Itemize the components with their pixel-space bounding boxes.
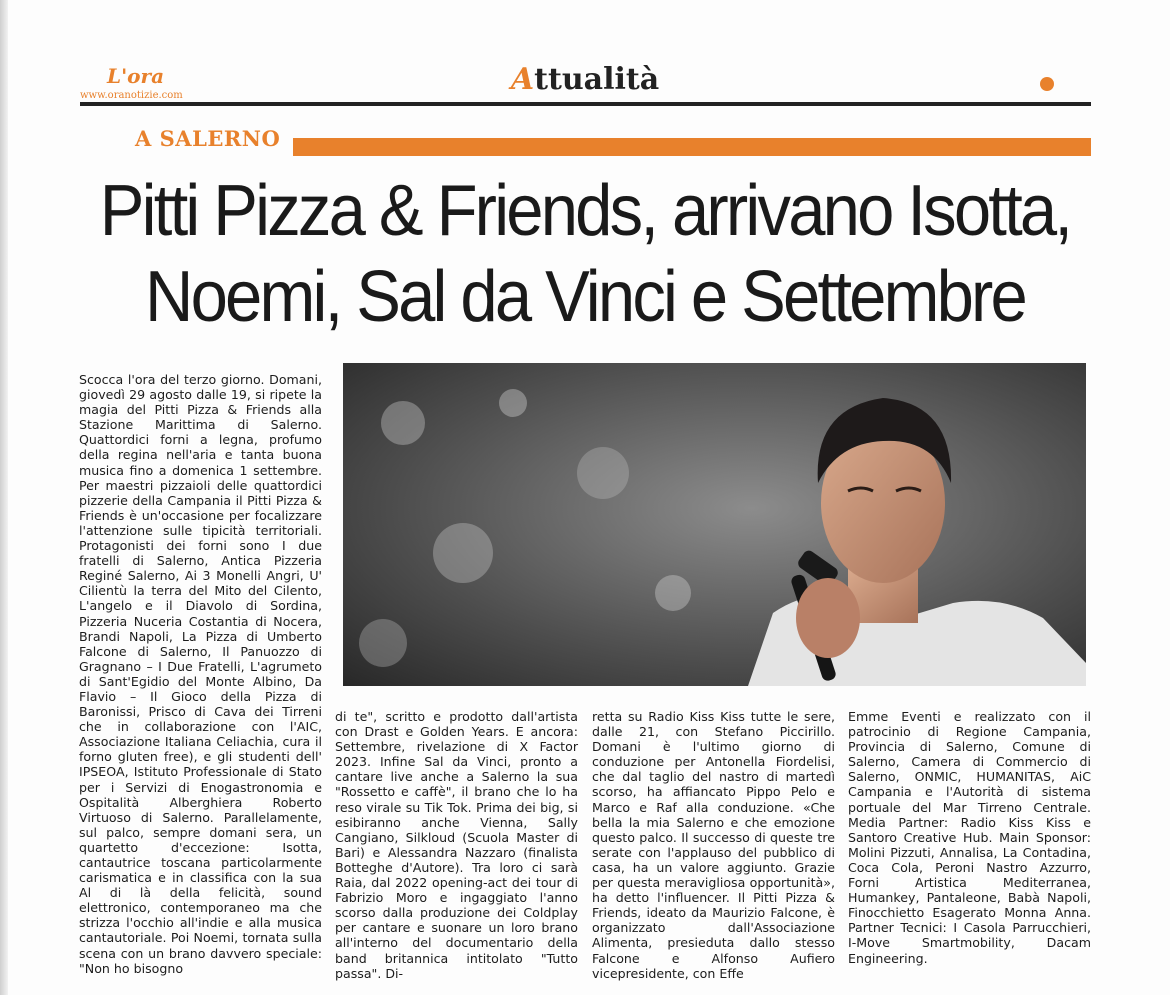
singer-photo-illustration — [343, 363, 1086, 686]
singer-photo — [343, 363, 1086, 686]
section-dot — [1040, 77, 1054, 91]
kicker-bar — [293, 138, 1091, 156]
article-column-3: retta su Radio Kiss Kiss tutte le sere, dalle 21, con Stefano Piccirillo. Domani è l'ultimo giorno di conduzione per Antonella Fiordelisi, che dal taglio del nastro di martedì scorso, ha affiancato Pippo Pelo e Marco e Raf alla conduzione. «Che bella la mia Salerno e che emozione questo palco. Il successo di queste tre serate con l'applauso del pubblico di casa, ha un valore aggiunto. Grazie per questa meravigliosa opportunità», ha detto l'influencer. Il Pitti Pizza & Friends, ideato da Maurizio Falcone, è organizzato dall'Associazione Alimenta, presieduta dallo stesso Falcone e Alfonso Aufiero vicepresidente, con Effe — [592, 709, 835, 981]
article-column-1: Scocca l'ora del terzo giorno. Domani, giovedì 29 agosto dalle 19, si ripete la magia del Pitti Pizza & Friends alla Stazione Marittima di Salerno. Quattordici forni a legna, profumo della regina nell'aria e tanta buona musica fino a domenica 1 settembre. Per maestri pizzaioli delle quattordici pizzerie della Campania il Pitti Pizza & Friends è un'occasione per focalizzare l'attenzione sulle tipicità territoriali. Protagonisti dei forni sono I due fratelli di Salerno, Antica Pizzeria Reginé Salerno, Ai 3 Monelli Angri, U' Cilientù la terra del Mito del Cilento, L'angelo e il Diavolo di Sordina, Pizzeria Nuceria Costantia di Nocera, Brandi Napoli, La Pizza di Umberto Falcone di Salerno, Il Panuozzo di Gragnano – I Due Fratelli, L'agrumeto di Sant'Egidio del Monte Albino, Da Flavio – Il Gioco della Pizza di Baronissi, Prisco di Cava dei Tirreni che in collaborazione con l'AIC, Associazione Italiana Celiachia, cura il forno gluten free), e gli studenti dell' IPSEOA, Istituto Professionale di Stato per i Servizi di Enogastronomia e Ospitalità Alberghiera Roberto Virtuoso di Salerno. Parallelamente, sul palco, sempre domani sera, un quartetto d'eccezione: Isotta, cantautrice toscana particolarmente carismatica e in classifica con la sua Al di là della felicità, sound elettronico, contemporaneo ma che strizza l'occhio all'indie e alla musica cantautoriale. Poi Noemi, tornata sulla scena con un brano davvero speciale: "Non ho bisogno — [79, 372, 322, 976]
article-column-4: Emme Eventi e realizzato con il patrocinio di Regione Campania, Provincia di Salerno, Comune di Salerno, Camera di Commercio di Salerno, ONMIC, HUMANITAS, AiC Campania e l'Autorità di sistema portuale del Mar Tirreno Centrale. Media Partner: Radio Kiss Kiss e Santoro Creative Hub. Main Sponsor: Molini Pizzuti, Annalisa, La Contadina, Coca Cola, Peroni Nastro Azzurro, Forni Artistica Mediterranea, Humankey, Pantaleone, Babà Napoli, Finocchietto Esagerato Monna Anna. Partner Tecnici: I Casola Parrucchieri, I-Move Smartmobility, Dacam Engineering. — [848, 709, 1091, 966]
header-rule — [80, 102, 1091, 106]
section-title-initial: A — [510, 62, 535, 97]
page-spine-shadow — [0, 0, 8, 995]
masthead-logo: L'ora — [107, 64, 165, 88]
headline-line-1: Pitti Pizza & Friends, arrivano Isotta, — [99, 171, 1071, 251]
headline-line-2: Noemi, Sal da Vinci e Settembre — [145, 257, 1025, 337]
article-headline — [97, 168, 1074, 340]
article-kicker: A SALERNO — [135, 126, 281, 151]
section-title-rest: ttualità — [534, 62, 660, 97]
article-column-2: di te", scritto e prodotto dall'artista con Drast e Golden Years. E ancora: Settembre, rivelazione di X Factor 2023. Infine Sal da Vinci, pronto a cantare live anche a Salerno la sua "Rossetto e caffè", il brano che lo ha reso virale su Tik Tok. Prima dei big, si esibiranno anche Vienna, Sally Cangiano, Silkloud (Scuola Master di Bari) e Alessandra Nazzaro (finalista Botteghe d'Autore). Tra loro ci sarà Raia, dal 2022 opening-act dei tour di Fabrizio Moro e ingaggiato l'anno scorso dalla produzione dei Coldplay per cantare e suonare un loro brano all'interno del documentario della band britannica intitolato "Tutto passa". Di- — [335, 709, 578, 981]
section-title — [0, 62, 1170, 97]
masthead-url: www.oranotizie.com — [80, 90, 183, 101]
